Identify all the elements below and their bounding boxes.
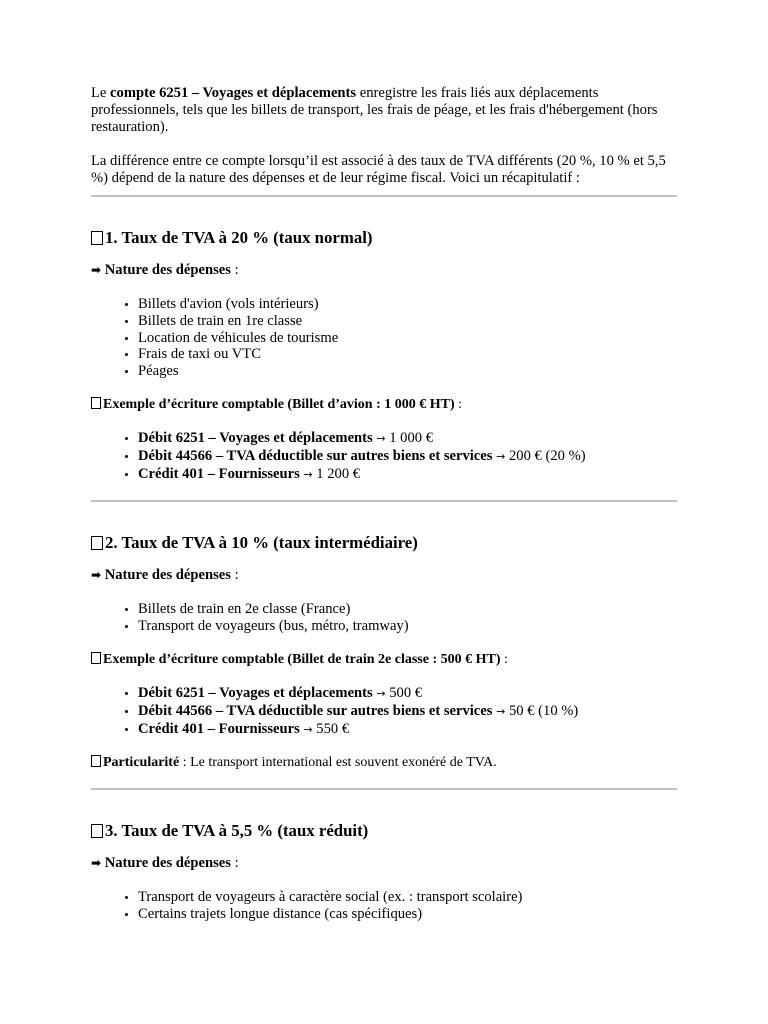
arrow-icon: →: [303, 722, 313, 736]
emoji-placeholder-icon: [91, 536, 103, 550]
list-item: • Billets d'avion (vols intérieurs): [138, 296, 677, 313]
section-divider: [91, 195, 677, 197]
section-2-entries: [91, 685, 677, 738]
account-name: compte 6251 – Voyages et déplacements: [110, 85, 357, 101]
section-3-nature-heading: ➡ Nature des dépenses :: [91, 855, 239, 872]
emoji-placeholder-icon: [91, 755, 101, 767]
right-arrow-icon: ➡: [91, 263, 102, 277]
list-item: • Péages: [138, 363, 677, 380]
section-1-nature-heading: ➡ Nature des dépenses :: [91, 262, 239, 278]
intro-paragraph-2: La différence entre ce compte lorsqu’il est associé à des taux de TVA différents (20 %, 10 % et 5,5 %) dépend de la nature des dépenses et de leur régime fiscal. Voici un récapitulatif :: [91, 153, 666, 186]
section-2-title: 2. Taux de TVA à 10 % (taux intermédiaire): [91, 533, 677, 553]
list-item: • Transport de voyageurs à caractère social (ex. : transport scolaire): [138, 889, 677, 906]
section-3-nature-list: [91, 889, 677, 923]
list-item: • Billets de train en 1re classe: [138, 313, 677, 330]
section-2-nature-heading: ➡ Nature des dépenses :: [91, 567, 239, 584]
emoji-placeholder-icon: [91, 652, 101, 664]
journal-entry: • Crédit 401 – Fournisseurs → 1 200 €: [138, 466, 677, 484]
right-arrow-icon: ➡: [91, 856, 102, 871]
section-1-example-heading: Exemple d’écriture comptable (Billet d’avion : 1 000 € HT) :: [91, 396, 677, 413]
arrow-icon: →: [496, 704, 506, 718]
section-divider: [91, 788, 677, 790]
emoji-placeholder-icon: [91, 824, 103, 838]
list-item: • Certains trajets longue distance (cas spécifiques): [138, 906, 677, 923]
journal-entry: • Débit 6251 – Voyages et déplacements → 1 000 €: [138, 430, 677, 448]
arrow-icon: →: [376, 686, 386, 700]
section-2-example-heading: Exemple d’écriture comptable (Billet de train 2e classe : 500 € HT) :: [91, 651, 677, 668]
journal-entry: • Crédit 401 – Fournisseurs → 550 €: [138, 721, 677, 739]
arrow-icon: →: [303, 467, 313, 481]
section-1-nature-list: [91, 296, 677, 380]
section-2-note: Particularité : Le transport international est souvent exonéré de TVA.: [91, 754, 677, 771]
journal-entry: • Débit 6251 – Voyages et déplacements → 500 €: [138, 685, 677, 703]
section-1-title: 1. Taux de TVA à 20 % (taux normal): [91, 228, 677, 248]
list-item: • Location de véhicules de tourisme: [138, 330, 677, 347]
section-divider: [91, 500, 677, 502]
journal-entry: • Débit 44566 – TVA déductible sur autres biens et services → 200 € (20 %): [138, 448, 677, 466]
section-3-title: 3. Taux de TVA à 5,5 % (taux réduit): [91, 821, 677, 841]
document-page: [91, 85, 677, 923]
arrow-icon: →: [376, 431, 386, 445]
list-item: • Frais de taxi ou VTC: [138, 346, 677, 363]
emoji-placeholder-icon: [91, 397, 101, 409]
list-item: • Billets de train en 2e classe (France): [138, 601, 677, 618]
emoji-placeholder-icon: [91, 231, 103, 245]
right-arrow-icon: ➡: [91, 568, 102, 583]
list-item: • Transport de voyageurs (bus, métro, tramway): [138, 618, 677, 635]
intro-paragraph-1: Le compte 6251 – Voyages et déplacements enregistre les frais liés aux déplacements professionnels, tels que les billets de transport, les frais de péage, et les frais d'hébergement (hors restauration).: [91, 85, 658, 135]
section-2-nature-list: [91, 601, 677, 635]
arrow-icon: →: [496, 449, 506, 463]
journal-entry: • Débit 44566 – TVA déductible sur autres biens et services → 50 € (10 %): [138, 703, 677, 721]
section-1-entries: [91, 430, 677, 483]
